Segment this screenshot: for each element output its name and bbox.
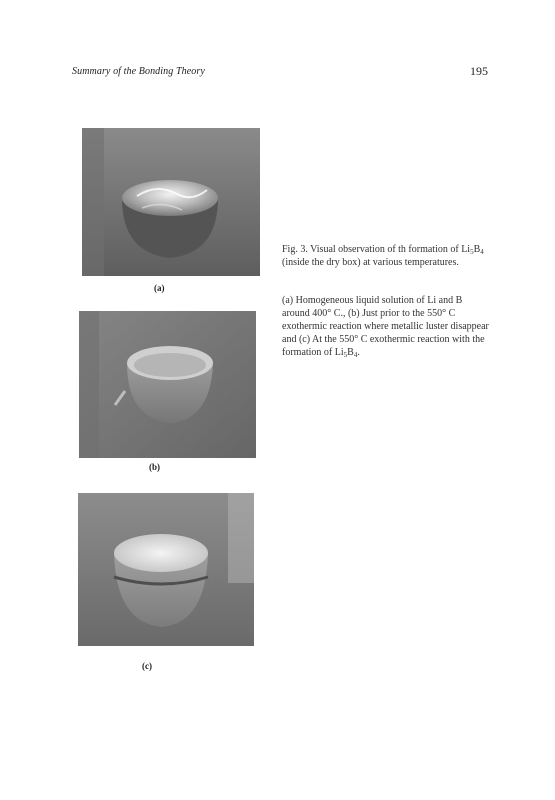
figure-label-c: (c)	[142, 661, 152, 671]
running-head: Summary of the Bonding Theory	[72, 66, 205, 77]
figure-caption-body: (a) Homogeneous liquid solution of Li and B around 400° C., (b) Just prior to the 550° C exothermic reaction where metallic luster disappear and (c) At the 550° C exothermic reaction with the formation of $Li_5B_4$.	[282, 295, 489, 359]
figure-caption-title: Fig. 3. Visual observation of th formation of $Li_5B_4$ (inside the dry box) at various temperatures.	[282, 244, 484, 268]
photo-c-crucible-exothermic	[78, 493, 254, 646]
photo-b-crucible-prior-reaction	[79, 311, 256, 458]
figure-label-b: (b)	[149, 462, 160, 472]
figure-label-a: (a)	[154, 283, 165, 293]
page-number: 195	[470, 64, 488, 78]
photo-a-crucible-melt	[82, 128, 260, 276]
